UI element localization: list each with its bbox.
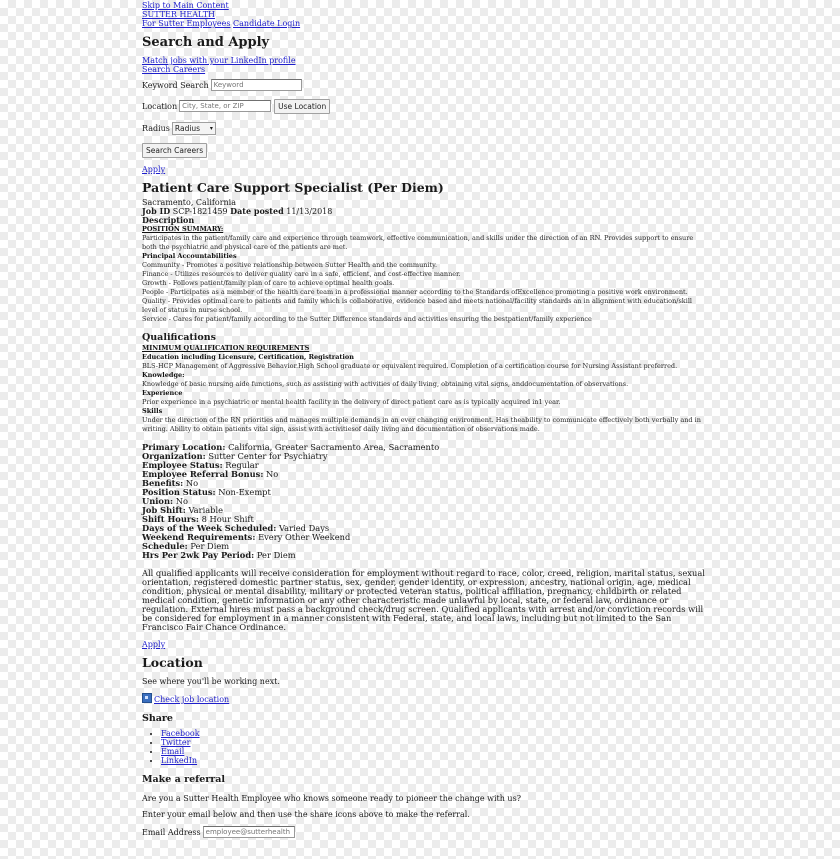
use-location-button[interactable]: Use Location [274,99,330,114]
position-summary-label: POSITION SUMMARY: [142,225,224,233]
detail-label: Shift Hours: [142,514,199,524]
linkedin-match-link[interactable]: Match jobs with your LinkedIn profile [142,56,296,65]
detail-label: Employee Referral Bonus: [142,469,264,479]
skip-to-main-link[interactable]: Skip to Main Content [142,1,229,10]
twitter-link[interactable]: Twitter [161,738,191,747]
detail-value: No [185,478,199,488]
detail-row [142,470,707,479]
location-row [142,98,707,114]
experience-text: Prior experience in a psychiatric or mental health facility in the delivery of direct patient care as is typically acquired in1 year. [142,398,561,406]
referral-heading: Make a referral [142,774,226,785]
skills-text: Under the direction of the RN priorities and manages multiple demands in an ever changing environment. Has theability to communicate effectively both verbally and in writing. Ability to obtain patients vital sign, assist with activitiesof daily living and documentation of observations made. [142,416,701,433]
education-label: Education including Licensure, Certification, Registration [142,353,354,361]
sutter-health-link[interactable]: SUTTER HEALTH [142,10,216,19]
date-posted-value: 11/13/2018 [286,207,333,216]
search-careers-button[interactable]: Search Careers [142,143,207,158]
chevron-down-icon: ▾ [209,124,213,132]
qualifications [142,344,707,434]
check-job-location-link[interactable] [142,695,229,704]
share-item-twitter [161,738,707,747]
email-input[interactable] [203,826,295,838]
accountabilities-label: Principal Accountabilities [142,252,237,260]
accountability-item: Quality - Provides optimal care to patients and family which is collaborative, evidence based and meets national/facility standards an in alignment with education/skill level of status in nurse school. [142,297,692,314]
job-id-value: SCP-1821459 [172,207,228,216]
detail-row [142,551,707,560]
eeo-statement: All qualified applicants will receive consideration for employment without regard to race, color, creed, religion, marital status, sexual orientation, registered domestic partner status, sex, gender, gender identity, or expression, ancestry, national origin, age, medical condition, physical or mental disability, military or protected veteran status, political affiliation, pregnancy, childbirth or related medical condition, genetic information or any other characteristic made unlawful by local, state, or federal law, ordinance or regulation. External hires must pass a background check/drug screen. Qualified applicants with arrest and/or conviction records will be considered for employment in a manner consistent with Federal, state, and local laws, including but not limited to the San Francisco Fair Chance Ordinance. [142,568,705,632]
qualifications-heading: Qualifications [142,332,216,343]
map-icon [142,693,152,703]
detail-value: Every Other Weekend [258,532,351,542]
location-input[interactable] [179,100,271,112]
detail-value: Variable [188,505,224,515]
email-link[interactable]: Email [161,747,185,756]
detail-label: Schedule: [142,541,188,551]
search-careers-link[interactable]: Search Careers [142,65,206,74]
apply-link-top[interactable]: Apply [142,165,166,174]
detail-label: Benefits: [142,478,184,488]
detail-value: Varied Days [278,523,330,533]
accountability-item: Service - Cares for patient/family according to the Sutter Difference standards and activities ensuring the bestpatient/family experience [142,315,592,323]
job-details [142,443,707,560]
date-posted-label: Date posted [230,206,284,216]
detail-label: Weekend Requirements: [142,532,256,542]
detail-value: No [266,469,279,479]
apply-link-bottom[interactable]: Apply [142,640,166,649]
radius-label: Radius [142,123,170,133]
detail-label: Employee Status: [142,460,223,470]
experience-label: Experience [142,389,183,397]
top-nav [142,0,707,28]
job-title: Patient Care Support Specialist (Per Diem) [142,180,444,195]
position-summary-text: Participates in the patient/family care and experience through teamwork, effective communication, and skills under the direction of an RN. Provides support to ensure both the psychiatric and physical care of the patients are met. [142,234,694,251]
skills-label: Skills [142,407,163,415]
knowledge-label: Knowledge: [142,371,185,379]
location-heading: Location [142,655,203,670]
education-text: BLS-HCP Management of Aggressive Behavior.High School graduate or equivalent required. Completion of a certification course for Nursing Assistant preferred. [142,362,678,370]
email-label: Email Address [142,827,201,837]
keyword-row [142,77,707,93]
detail-label: Primary Location: [142,442,226,452]
accountability-item: People - Participates as a member of the health care team in a professional manner according to the Standards ofExcellence promoting a positive work environment. [142,288,688,296]
detail-value: 8 Hour Shift [201,514,254,524]
share-heading: Share [142,713,173,724]
search-heading: Search and Apply [142,35,270,50]
detail-value: Non-Exempt [218,487,271,497]
keyword-input[interactable] [211,79,302,91]
job-meta [142,198,707,225]
location-label: Location [142,101,178,111]
check-job-location-label: Check job location [154,695,230,704]
detail-value: Regular [225,460,259,470]
accountability-item: Finance - Utilizes resources to deliver quality care in a safe, efficient, and cost-effective manner. [142,270,461,278]
detail-value: Sutter Center for Psychiatry [208,451,328,461]
radius-selected-value: Radius [174,123,201,133]
detail-label: Days of the Week Scheduled: [142,523,277,533]
knowledge-text: Knowledge of basic nursing aide functions, such as assisting with activities of daily living, obtaining vital signs, anddocumentation of observations. [142,380,629,388]
detail-value: Per Diem [256,550,296,560]
search-section [142,35,707,174]
candidate-login-link[interactable]: Candidate Login [233,19,301,28]
detail-label: Job Shift: [142,505,186,515]
detail-label: Hrs Per 2wk Pay Period: [142,550,255,560]
detail-label: Organization: [142,451,206,461]
detail-label: Union: [142,496,174,506]
detail-value: Per Diem [190,541,230,551]
detail-row [142,497,707,506]
referral-line-1: Are you a Sutter Health Employee who knows someone ready to pioneer the change with us? [142,794,521,803]
referral-line-2: Enter your email below and then use the share icons above to make the referral. [142,810,470,819]
location-text: See where you'll be working next. [142,677,280,686]
share-list [142,729,707,765]
job-id-label: Job ID [142,206,171,216]
detail-value: No [175,496,188,506]
page-content [142,0,707,840]
share-item-linkedin [161,756,707,765]
linkedin-link[interactable]: LinkedIn [161,756,198,765]
job-city: Sacramento, California [142,198,237,207]
detail-value: California, Greater Sacramento Area, Sacramento [228,442,440,452]
job-description [142,225,707,324]
radius-select[interactable] [172,122,216,135]
email-row [142,824,707,840]
accountability-item: Community - Promotes a positive relationship between Sutter Health and the community. [142,261,438,269]
radius-row [142,120,707,136]
keyword-label: Keyword Search [142,80,209,90]
share-item-facebook [161,729,707,738]
detail-row [142,488,707,497]
min-qual-label: MINIMUM QUALIFICATION REQUIREMENTS [142,344,310,352]
for-sutter-employees-link[interactable]: For Sutter Employees [142,19,231,28]
detail-label: Position Status: [142,487,216,497]
description-label: Description [142,215,195,225]
share-item-email [161,747,707,756]
accountability-item: Growth - Follows patient/family plan of care to achieve optimal health goals. [142,279,395,287]
facebook-link[interactable]: Facebook [161,729,200,738]
